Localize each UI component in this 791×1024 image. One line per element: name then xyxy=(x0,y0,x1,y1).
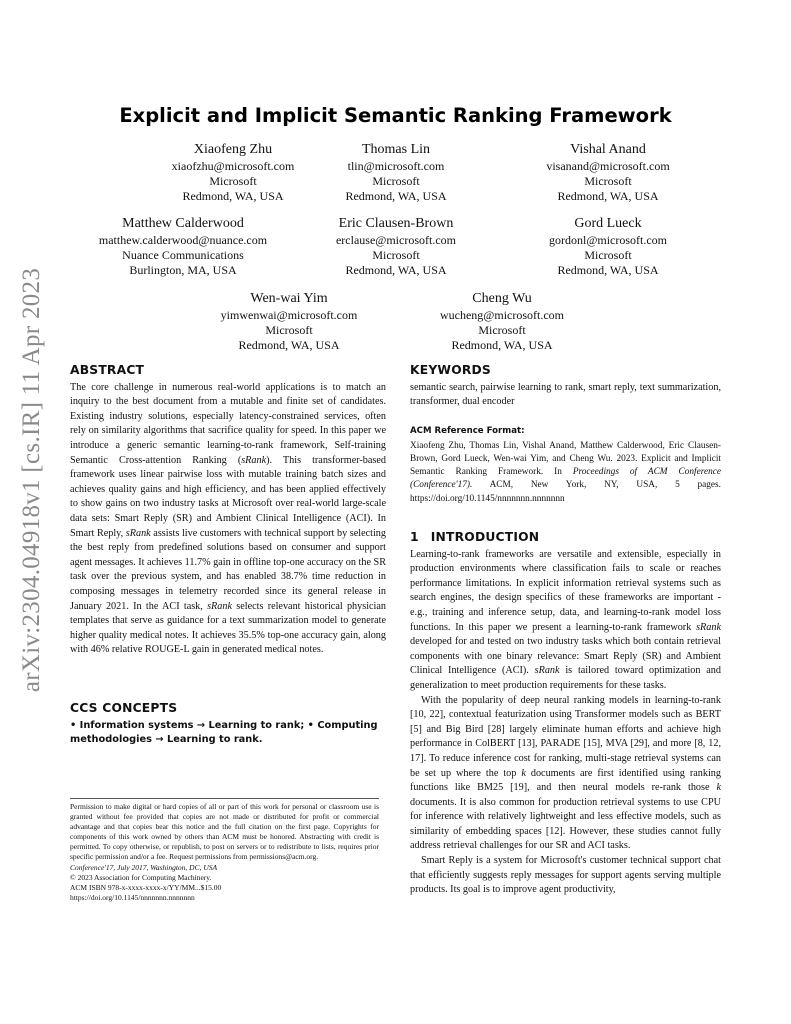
author-name: Thomas Lin xyxy=(361,142,431,157)
abstract-heading: ABSTRACT xyxy=(70,363,145,377)
author-location: Redmond, WA, USA xyxy=(345,189,447,203)
author-location: Redmond, WA, USA xyxy=(557,189,659,203)
author-block xyxy=(179,290,399,353)
introduction-paragraph: Smart Reply is a system for Microsoft's customer technical support chat that efficiently suggests reply messages for support agents serving multiple products. Its goal is to improve agent productivity, xyxy=(410,855,721,896)
arxiv-identifier-text: arXiv:2304.04918v1 [cs.IR] 11 Apr 2023 xyxy=(18,267,46,693)
author-email[interactable]: matthew.calderwood@nuance.com xyxy=(98,233,268,247)
author-location: Redmond, WA, USA xyxy=(238,338,340,352)
keywords-section xyxy=(410,363,721,409)
author-affiliation: Microsoft xyxy=(584,248,632,262)
abstract-text: The core challenge in numerous real-world applications is to match an inquiry to the best document from a mutable and finite set of candidates. Existing industry solutions, especially latency-constrained services, often rely on similarity algorithms that sacrifice quality for speed. In this paper we introduce a generic semantic learning-to-rank framework, Self-training Semantic Cross-attention Ranking (sRank). This transformer-based framework uses linear pairwise loss with mutable training batch sizes and achieves quality gains and high efficiency, and has been applied effectively to show gains on two industry tasks at Microsoft over real-world large-scale data sets: Smart Reply (SR) and Ambient Clinical Intelligence (ACI). In Smart Reply, sRank assists live customers with technical support by selecting the best reply from predefined solutions based on consumer and support agent messages. It achieves 11.7% gain in offline top-one accuracy on the SR task over the previous system, and has enabled 38.7% time reduction in composing messages in telemetry recorded since its general release in January 2021. In the ACI task, sRank selects relevant historical physician templates that serve as guidance for a text summarization model to generate higher quality medical notes. It achieves 35.5% top-one accuracy gain, along with 46% relative ROUGE-L gain in generated medical notes. xyxy=(70,381,386,656)
author-affiliation: Microsoft xyxy=(584,174,632,188)
author-email[interactable]: erclause@microsoft.com xyxy=(335,233,456,247)
keywords-text: semantic search, pairwise learning to rank, smart reply, text summarization, transformer, dual encoder xyxy=(410,381,721,407)
author-name: Gord Lueck xyxy=(574,216,642,231)
author-email[interactable]: gordonl@microsoft.com xyxy=(548,233,668,247)
paper-title: Explicit and Implicit Semantic Ranking Framework xyxy=(119,104,672,127)
acm-reference-text: Xiaofeng Zhu, Thomas Lin, Vishal Anand, Matthew Calderwood, Eric Clausen-Brown, Gord Lueck, Wen-wai Yim, and Cheng Wu. 2023. Explicit and Implicit Semantic Ranking Framework. In Proceedings of ACM Conference (Conference'17). ACM, New York, NY, USA, 5 pages. https://doi.org/10.1145/nnnnnnn.nnnnnnn xyxy=(410,440,721,504)
author-affiliation: Microsoft xyxy=(372,248,420,262)
ccs-concepts-text: • Information systems → Learning to rank; • Computing methodologies → Learning to rank. xyxy=(70,719,378,745)
author-name: Matthew Calderwood xyxy=(122,216,244,231)
introduction-heading: 1 INTRODUCTION xyxy=(410,530,540,544)
permission-notice: Permission to make digital or hard copies of all or part of this work for personal or classroom use is granted without fee provided that copies are not made or distributed for profit or commercial advantage and that copies bear this notice and the full citation on the first page. Copyrights for components of this work owned by others than ACM must be honored. Abstracting with credit is permitted. To copy otherwise, or republish, to post on servers or to redistribute to lists, requires prior specific permission and/or a fee. Request permissions from permissions@acm.org. xyxy=(70,802,379,862)
author-block xyxy=(498,215,718,278)
author-affiliation: Microsoft xyxy=(372,174,420,188)
keywords-heading: KEYWORDS xyxy=(410,363,491,377)
isbn-line: ACM ISBN 978-x-xxxx-xxxx-x/YY/MM...$15.00 xyxy=(70,882,222,892)
copyright-line: © 2023 Association for Computing Machinery. xyxy=(70,872,212,882)
acm-reference-heading: ACM Reference Format: xyxy=(410,426,525,436)
acm-reference-section xyxy=(410,424,721,506)
author-location: Redmond, WA, USA xyxy=(345,263,447,277)
ccs-concepts-section xyxy=(70,701,386,747)
author-block xyxy=(73,215,293,278)
author-block xyxy=(392,290,612,353)
author-affiliation: Microsoft xyxy=(209,174,257,188)
author-name: Cheng Wu xyxy=(472,291,532,306)
author-location: Redmond, WA, USA xyxy=(451,338,553,352)
author-block xyxy=(498,141,718,204)
introduction-paragraph: With the popularity of deep neural ranking models in learning-to-rank [10, 22], contextual featurization using Transformer models such as BERT [5] and Big Bird [28] largely eliminate human efforts and achieve high performance in ColBERT [13], PARADE [15], MVA [29], and more [8, 12, 17]. To reduce inference cost for ranking, multi-stage retrieval systems can be set up where the top k documents are first identified using ranking functions like BM25 [19], and then neural models re-rank those k documents. It is also common for production retrieval systems to use CPU for inference with relatively lightweight and less effective models, such as similarity of embedding spaces [12]. However, these studies cannot fully address retrieval challenges for our SR and ACI tasks. xyxy=(410,694,721,852)
doi-link[interactable]: https://doi.org/10.1145/nnnnnnn.nnnnnnn xyxy=(70,892,195,902)
copyright-footnote xyxy=(70,802,379,903)
author-email[interactable]: yimwenwai@microsoft.com xyxy=(220,308,358,322)
conference-info: Conference'17, July 2017, Washington, DC, USA xyxy=(70,862,218,872)
author-name: Vishal Anand xyxy=(570,142,646,157)
author-name: Xiaofeng Zhu xyxy=(193,142,273,157)
author-affiliation: Nuance Communications xyxy=(122,248,244,262)
author-location: Burlington, MA, USA xyxy=(129,263,237,277)
author-location: Redmond, WA, USA xyxy=(182,189,284,203)
abstract-section xyxy=(70,363,386,658)
author-block xyxy=(286,141,506,204)
author-email[interactable]: tlin@microsoft.com xyxy=(347,159,445,173)
author-name: Eric Clausen-Brown xyxy=(338,216,454,231)
author-name: Wen-wai Yim xyxy=(250,291,328,306)
author-email[interactable]: wucheng@microsoft.com xyxy=(439,308,565,322)
footnote-divider xyxy=(70,798,379,799)
author-affiliation: Microsoft xyxy=(265,323,313,337)
author-location: Redmond, WA, USA xyxy=(557,263,659,277)
author-email[interactable]: xiaofzhu@microsoft.com xyxy=(171,159,295,173)
author-email[interactable]: visanand@microsoft.com xyxy=(546,159,670,173)
arxiv-identifier-stamp xyxy=(12,267,52,693)
author-block xyxy=(286,215,506,278)
ccs-concepts-heading: CCS CONCEPTS xyxy=(70,701,178,715)
introduction-section xyxy=(410,530,721,898)
introduction-paragraph: Learning-to-rank frameworks are versatile and extensible, especially in production environments where classification fails to scale or reaches performance limitations. In explicit information retrieval systems such as search engines, the design specifics of these frameworks are important - e.g., training and inference setup, data, and learning-to-rank model loss functions. In this paper we present a learning-to-rank framework sRank developed for and tested on two industry tasks which both contain retrieval components with one binary relevance: Smart Reply (SR) and Ambient Clinical Intelligence (ACI). sRank is tailored toward optimization and generalization to meet production requirements for these tasks. xyxy=(410,548,721,691)
author-affiliation: Microsoft xyxy=(478,323,526,337)
